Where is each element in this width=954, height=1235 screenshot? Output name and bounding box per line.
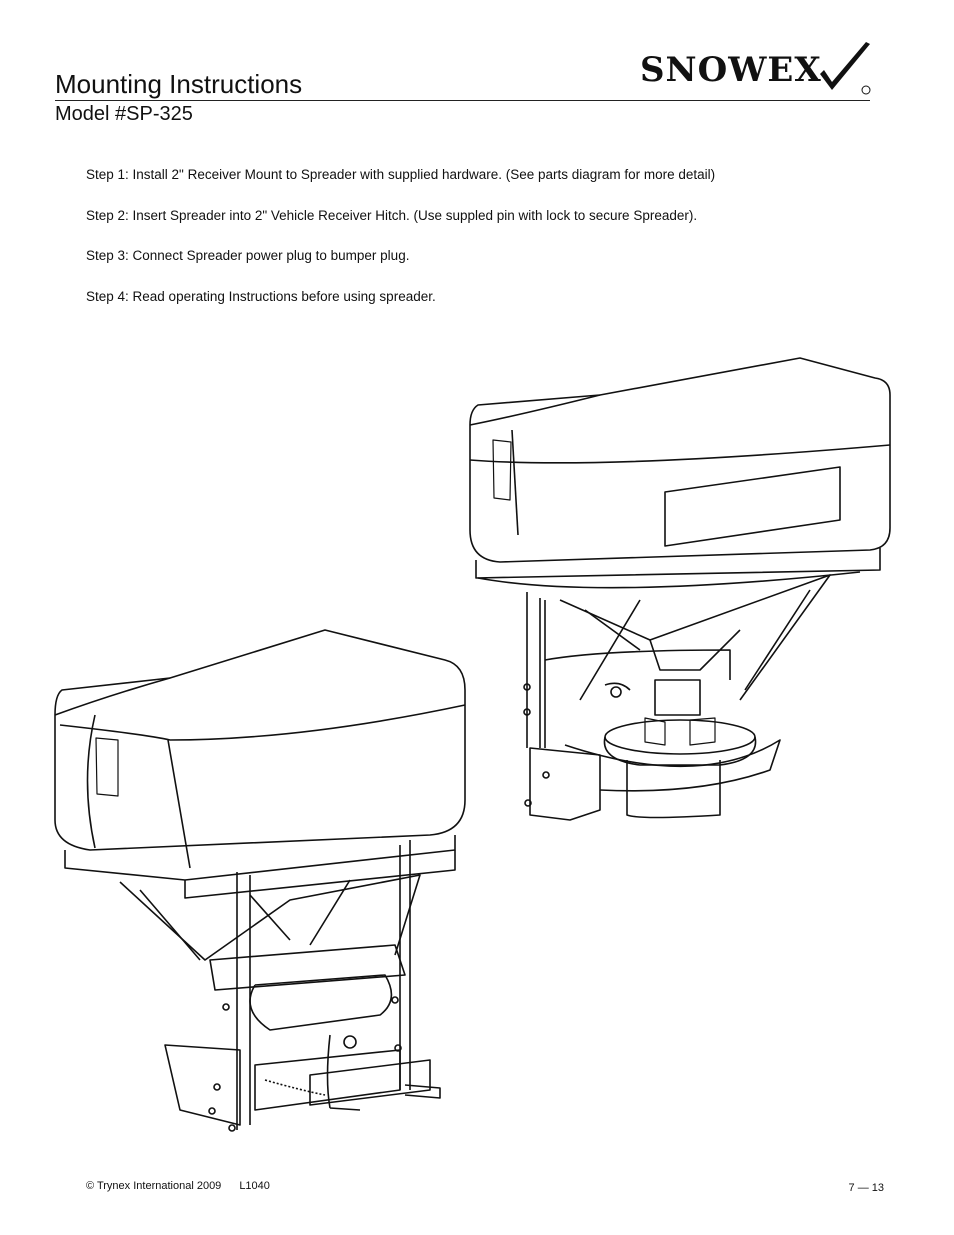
step-1: Step 1: Install 2" Receiver Mount to Spreader with supplied hardware. (See parts diagram for more detail)	[86, 167, 716, 182]
page-number: 7 — 13	[848, 1182, 884, 1194]
logo-wordmark: SNOWEX	[640, 50, 822, 90]
model-subtitle: Model #SP-325	[55, 103, 193, 125]
copyright: © Trynex International 2009	[86, 1180, 222, 1192]
footer-left	[86, 1180, 270, 1192]
page-title: Mounting Instructions	[55, 69, 303, 99]
spreader-rear-view	[470, 358, 890, 820]
document-code: L1040	[239, 1180, 270, 1192]
step-4: Step 4: Read operating Instructions before using spreader.	[86, 289, 436, 304]
spreader-front-view	[55, 630, 465, 1131]
step-3: Step 3: Connect Spreader power plug to bumper plug.	[86, 248, 410, 263]
step-2: Step 2: Insert Spreader into 2" Vehicle Receiver Hitch. (Use suppled pin with lock to secure Spreader).	[86, 208, 698, 223]
